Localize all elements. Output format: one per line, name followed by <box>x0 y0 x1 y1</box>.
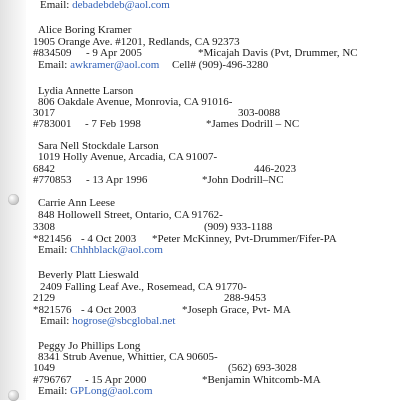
ancestor: *Benjamin Whitcomb-MA <box>202 374 321 386</box>
member-date: - 4 Oct 2003 <box>81 304 137 316</box>
address-line: 2409 Falling Leaf Ave., Rosemead, CA 91770- <box>40 281 247 293</box>
member-name: Sara Nell Stockdale Larson <box>38 140 159 152</box>
email-line <box>40 0 170 11</box>
address-line-2: 2129 <box>33 292 55 304</box>
address-line: 8341 Strub Avenue, Whittier, CA 90605- <box>38 351 218 363</box>
ancestor: *Micajah Davis (Pvt, Drummer, NC <box>198 47 358 59</box>
email-label: Email: <box>38 244 68 256</box>
phone: 303-0088 <box>238 107 281 119</box>
member-date: - 4 Oct 2003 <box>81 233 137 245</box>
cell-phone: Cell# (909)-496-3280 <box>172 59 269 71</box>
member-name: Alice Boring Kramer <box>38 24 132 36</box>
email-label: Email: <box>38 385 68 397</box>
member-date: - 9 Apr 2005 <box>86 47 142 59</box>
email-link[interactable]: GPLong@aol.com <box>70 385 153 397</box>
email-line <box>40 316 175 327</box>
email-label: Email: <box>40 0 70 11</box>
member-number: *821456 <box>33 233 72 245</box>
ancestor: *James Dodrill – NC <box>206 118 300 130</box>
email-link[interactable]: hogrose@sbcglobal.net <box>72 315 176 327</box>
address-line: 1019 Holly Avenue, Arcadia, CA 91007- <box>38 151 218 163</box>
address-line-2: 6842 <box>33 163 55 175</box>
phone: (562) 693-3028 <box>228 362 297 374</box>
ancestor: *Peter McKinney, Pvt-Drummer/Fifer-PA <box>152 233 337 245</box>
email-link[interactable]: Chhhblack@aol.com <box>70 244 163 256</box>
address-line-2: 3017 <box>33 107 55 119</box>
address-line-2: 3308 <box>33 221 55 233</box>
phone: 288-9453 <box>224 292 267 304</box>
email-line <box>38 60 159 71</box>
member-number: #834509 <box>33 47 72 59</box>
member-number: #770853 <box>33 174 72 186</box>
phone: (909) 933-1188 <box>204 221 273 233</box>
email-line <box>38 245 163 256</box>
email-line <box>38 386 153 397</box>
phone: 446-2023 <box>254 163 297 175</box>
ancestor: *John Dodrill–NC <box>202 174 284 186</box>
member-name: Carrie Ann Leese <box>38 197 115 209</box>
member-number: #796767 <box>33 374 72 386</box>
email-label: Email: <box>40 315 70 327</box>
address-line-2: 1049 <box>33 362 55 374</box>
member-number: *821576 <box>33 304 72 316</box>
member-number: #783001 <box>33 118 72 130</box>
member-date: - 7 Feb 1998 <box>85 118 141 130</box>
address-line: 848 Hollowell Street, Ontario, CA 91762- <box>38 209 223 221</box>
address-line: 1905 Orange Ave. #1201, Redlands, CA 92373 <box>33 36 240 48</box>
address-line: 806 Oakdale Avenue, Monrovia, CA 91016- <box>38 96 233 108</box>
email-link[interactable]: awkramer@aol.com <box>70 59 160 71</box>
member-name: Lydia Annette Larson <box>38 85 134 97</box>
member-name: Peggy Jo Phillips Long <box>38 340 141 352</box>
ancestor: *Joseph Grace, Pvt- MA <box>182 304 291 316</box>
member-name: Beverly Platt Lieswald <box>38 269 139 281</box>
email-label: Email: <box>38 59 68 71</box>
member-date: - 15 Apr 2000 <box>85 374 147 386</box>
member-date: - 13 Apr 1996 <box>86 174 148 186</box>
email-link[interactable]: debadebdeb@aol.com <box>72 0 170 11</box>
